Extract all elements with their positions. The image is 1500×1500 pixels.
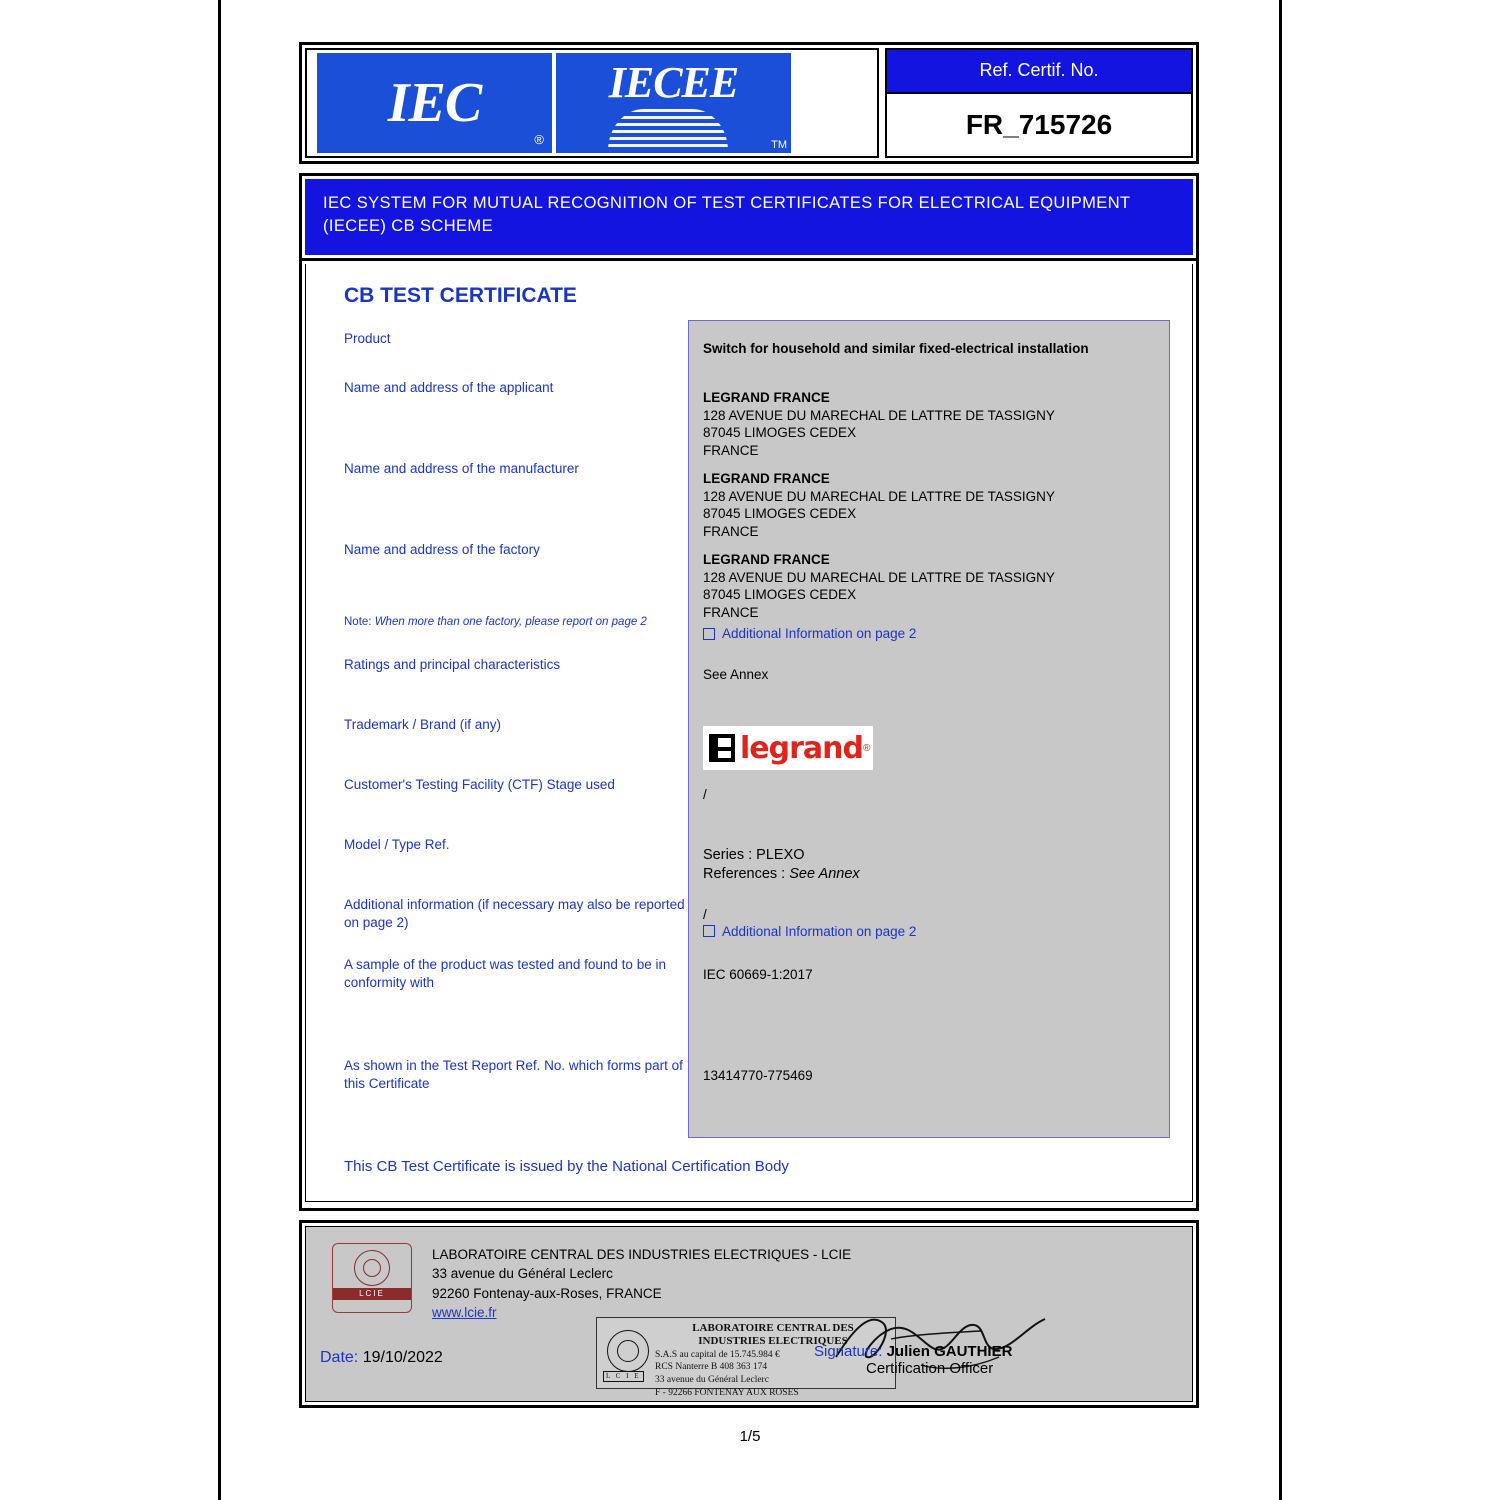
checkbox-additional-info-2[interactable] [703, 924, 1155, 939]
fields-label-column [328, 320, 688, 1138]
stamp-line3: 33 avenue du Général Leclerc [655, 1375, 769, 1386]
fields-value-column [688, 320, 1170, 1138]
label-conformity: A sample of the product was tested and found to be in conformity with [344, 957, 666, 991]
certificate-body [305, 264, 1193, 1202]
value-test-report: 13414770-775469 [703, 1068, 813, 1084]
trademark-icon: TM [771, 139, 787, 151]
label-factory-note [344, 616, 688, 656]
document-page [218, 0, 1282, 1500]
ref-certif-label: Ref. Certif. No. [887, 50, 1191, 94]
stamp-ring-icon [607, 1330, 649, 1372]
lab-address-line2: 92260 Fontenay-aux-Roses, FRANCE [432, 1285, 662, 1301]
model-references [703, 865, 1155, 884]
registered-icon: ® [534, 132, 544, 147]
applicant-name: LEGRAND FRANCE [703, 390, 830, 406]
date-value: 19/10/2022 [362, 1349, 443, 1367]
stamp-line2: RCS Nanterre B 408 363 174 [655, 1362, 768, 1373]
label-trademark: Trademark / Brand (if any) [344, 717, 502, 733]
registered-icon: ® [862, 742, 871, 754]
logo-box [305, 48, 879, 158]
iecee-logo-text: IECEE [608, 58, 739, 107]
label-ratings: Ratings and principal characteristics [344, 657, 561, 673]
factory-line2: 87045 LIMOGES CEDEX [703, 587, 857, 603]
value-product-text: Switch for household and similar fixed-electrical installation [703, 341, 1089, 357]
lab-name: LABORATOIRE CENTRAL DES INDUSTRIES ELECTRIQUES - LCIE [432, 1247, 852, 1263]
lcie-seal-icon [332, 1243, 412, 1313]
stamp-title-line1: LABORATOIRE CENTRAL DES [692, 1322, 854, 1335]
value-factory-note [703, 626, 1155, 666]
scheme-banner: IEC SYSTEM FOR MUTUAL RECOGNITION OF TEST CERTIFICATES FOR ELECTRICAL EQUIPMENT (IECEE) CB SCHEME [305, 179, 1193, 255]
signature-role: Certification Officer [866, 1360, 994, 1378]
lab-address-line1: 33 avenue du Général Leclerc [432, 1266, 613, 1282]
applicant-line1: 128 AVENUE DU MARECHAL DE LATTRE DE TASSIGNY [703, 407, 1055, 423]
stamp-line4: F - 92266 FONTENAY AUX ROSES [655, 1388, 799, 1398]
value-model-type [703, 846, 1155, 906]
lab-website-link[interactable]: www.lcie.fr [432, 1304, 497, 1320]
lab-address-block [432, 1245, 851, 1322]
signature-name: Julien GAUTHIER [886, 1343, 1013, 1361]
model-series: Series : PLEXO [703, 847, 805, 864]
banner-frame [299, 173, 1199, 261]
legrand-wordmark: legrand [740, 730, 863, 766]
factory-line1: 128 AVENUE DU MARECHAL DE LATTRE DE TASSIGNY [703, 569, 1055, 585]
value-conformity: IEC 60669-1:2017 [703, 967, 813, 983]
value-ratings: See Annex [703, 667, 769, 683]
iec-logo-icon [317, 53, 552, 153]
label-factory: Name and address of the factory [344, 542, 540, 558]
certification-body-footer [305, 1226, 1193, 1402]
value-applicant [703, 389, 1155, 470]
label-manufacturer: Name and address of the manufacturer [344, 461, 579, 477]
signature-label: Signature: [814, 1343, 883, 1361]
checkbox-label: Additional Information on page 2 [722, 626, 917, 642]
stamp-title-line2: INDUSTRIES ELECTRIQUES [698, 1335, 848, 1348]
applicant-line3: FRANCE [703, 442, 759, 458]
label-product: Product [344, 331, 391, 347]
seal-ring-icon [354, 1250, 390, 1286]
issued-by-text: This CB Test Certificate is issued by the National Certification Body [344, 1158, 789, 1176]
globe-icon [608, 109, 728, 151]
manufacturer-line1: 128 AVENUE DU MARECHAL DE LATTRE DE TASSIGNY [703, 488, 1055, 504]
iecee-logo-icon [556, 53, 791, 153]
value-product [703, 340, 1155, 389]
legrand-logo-icon [703, 726, 873, 770]
factory-line3: FRANCE [703, 604, 759, 620]
certificate-body-frame [299, 261, 1199, 1211]
date-label: Date: [320, 1349, 359, 1367]
footer-frame [299, 1220, 1199, 1408]
label-additional-info: Additional information (if necessary may also be reported on page 2) [344, 897, 685, 931]
additional-info-value: / [703, 907, 707, 923]
issue-date [320, 1349, 443, 1367]
label-ctf-stage: Customer's Testing Facility (CTF) Stage used [344, 777, 615, 793]
checkbox-icon[interactable] [703, 925, 715, 937]
checkbox-additional-info-1[interactable] [703, 626, 1155, 641]
factory-name: LEGRAND FRANCE [703, 552, 830, 568]
certificate-container [299, 42, 1199, 1408]
seal-label: LCIE [333, 1288, 411, 1300]
model-references-value: See Annex [789, 866, 860, 883]
note-prefix: Note: [344, 616, 372, 629]
checkbox-icon[interactable] [703, 628, 715, 640]
label-test-report: As shown in the Test Report Ref. No. which forms part of this Certificate [344, 1058, 683, 1092]
checkbox-label: Additional Information on page 2 [722, 923, 917, 939]
page-title: CB TEST CERTIFICATE [344, 284, 577, 308]
ref-certif-number: FR_715726 [965, 109, 1113, 140]
applicant-line2: 87045 LIMOGES CEDEX [703, 425, 857, 441]
iec-logo-text: IEC [387, 72, 482, 134]
reference-box [885, 48, 1193, 158]
certificate-header [299, 42, 1199, 164]
label-model-type: Model / Type Ref. [344, 837, 450, 853]
stamp-line1: S.A.S au capital de 15.745.984 € [655, 1349, 780, 1360]
value-factory [703, 551, 1155, 626]
value-additional-info [703, 906, 1155, 966]
manufacturer-line3: FRANCE [703, 523, 759, 539]
manufacturer-name: LEGRAND FRANCE [703, 471, 830, 487]
stamp-badge: L C I E [603, 1371, 644, 1382]
model-references-label: References : [703, 866, 786, 883]
value-trademark [703, 726, 1155, 786]
value-ctf-stage: / [703, 787, 707, 803]
signature-block [814, 1343, 1012, 1377]
legrand-mark-icon [709, 734, 735, 762]
page-number: 1/5 [739, 1428, 761, 1445]
label-applicant: Name and address of the applicant [344, 380, 554, 396]
note-text: When more than one factory, please report on page 2 [374, 616, 647, 629]
fields-grid [328, 320, 1170, 1138]
value-manufacturer [703, 470, 1155, 551]
manufacturer-line2: 87045 LIMOGES CEDEX [703, 506, 857, 522]
